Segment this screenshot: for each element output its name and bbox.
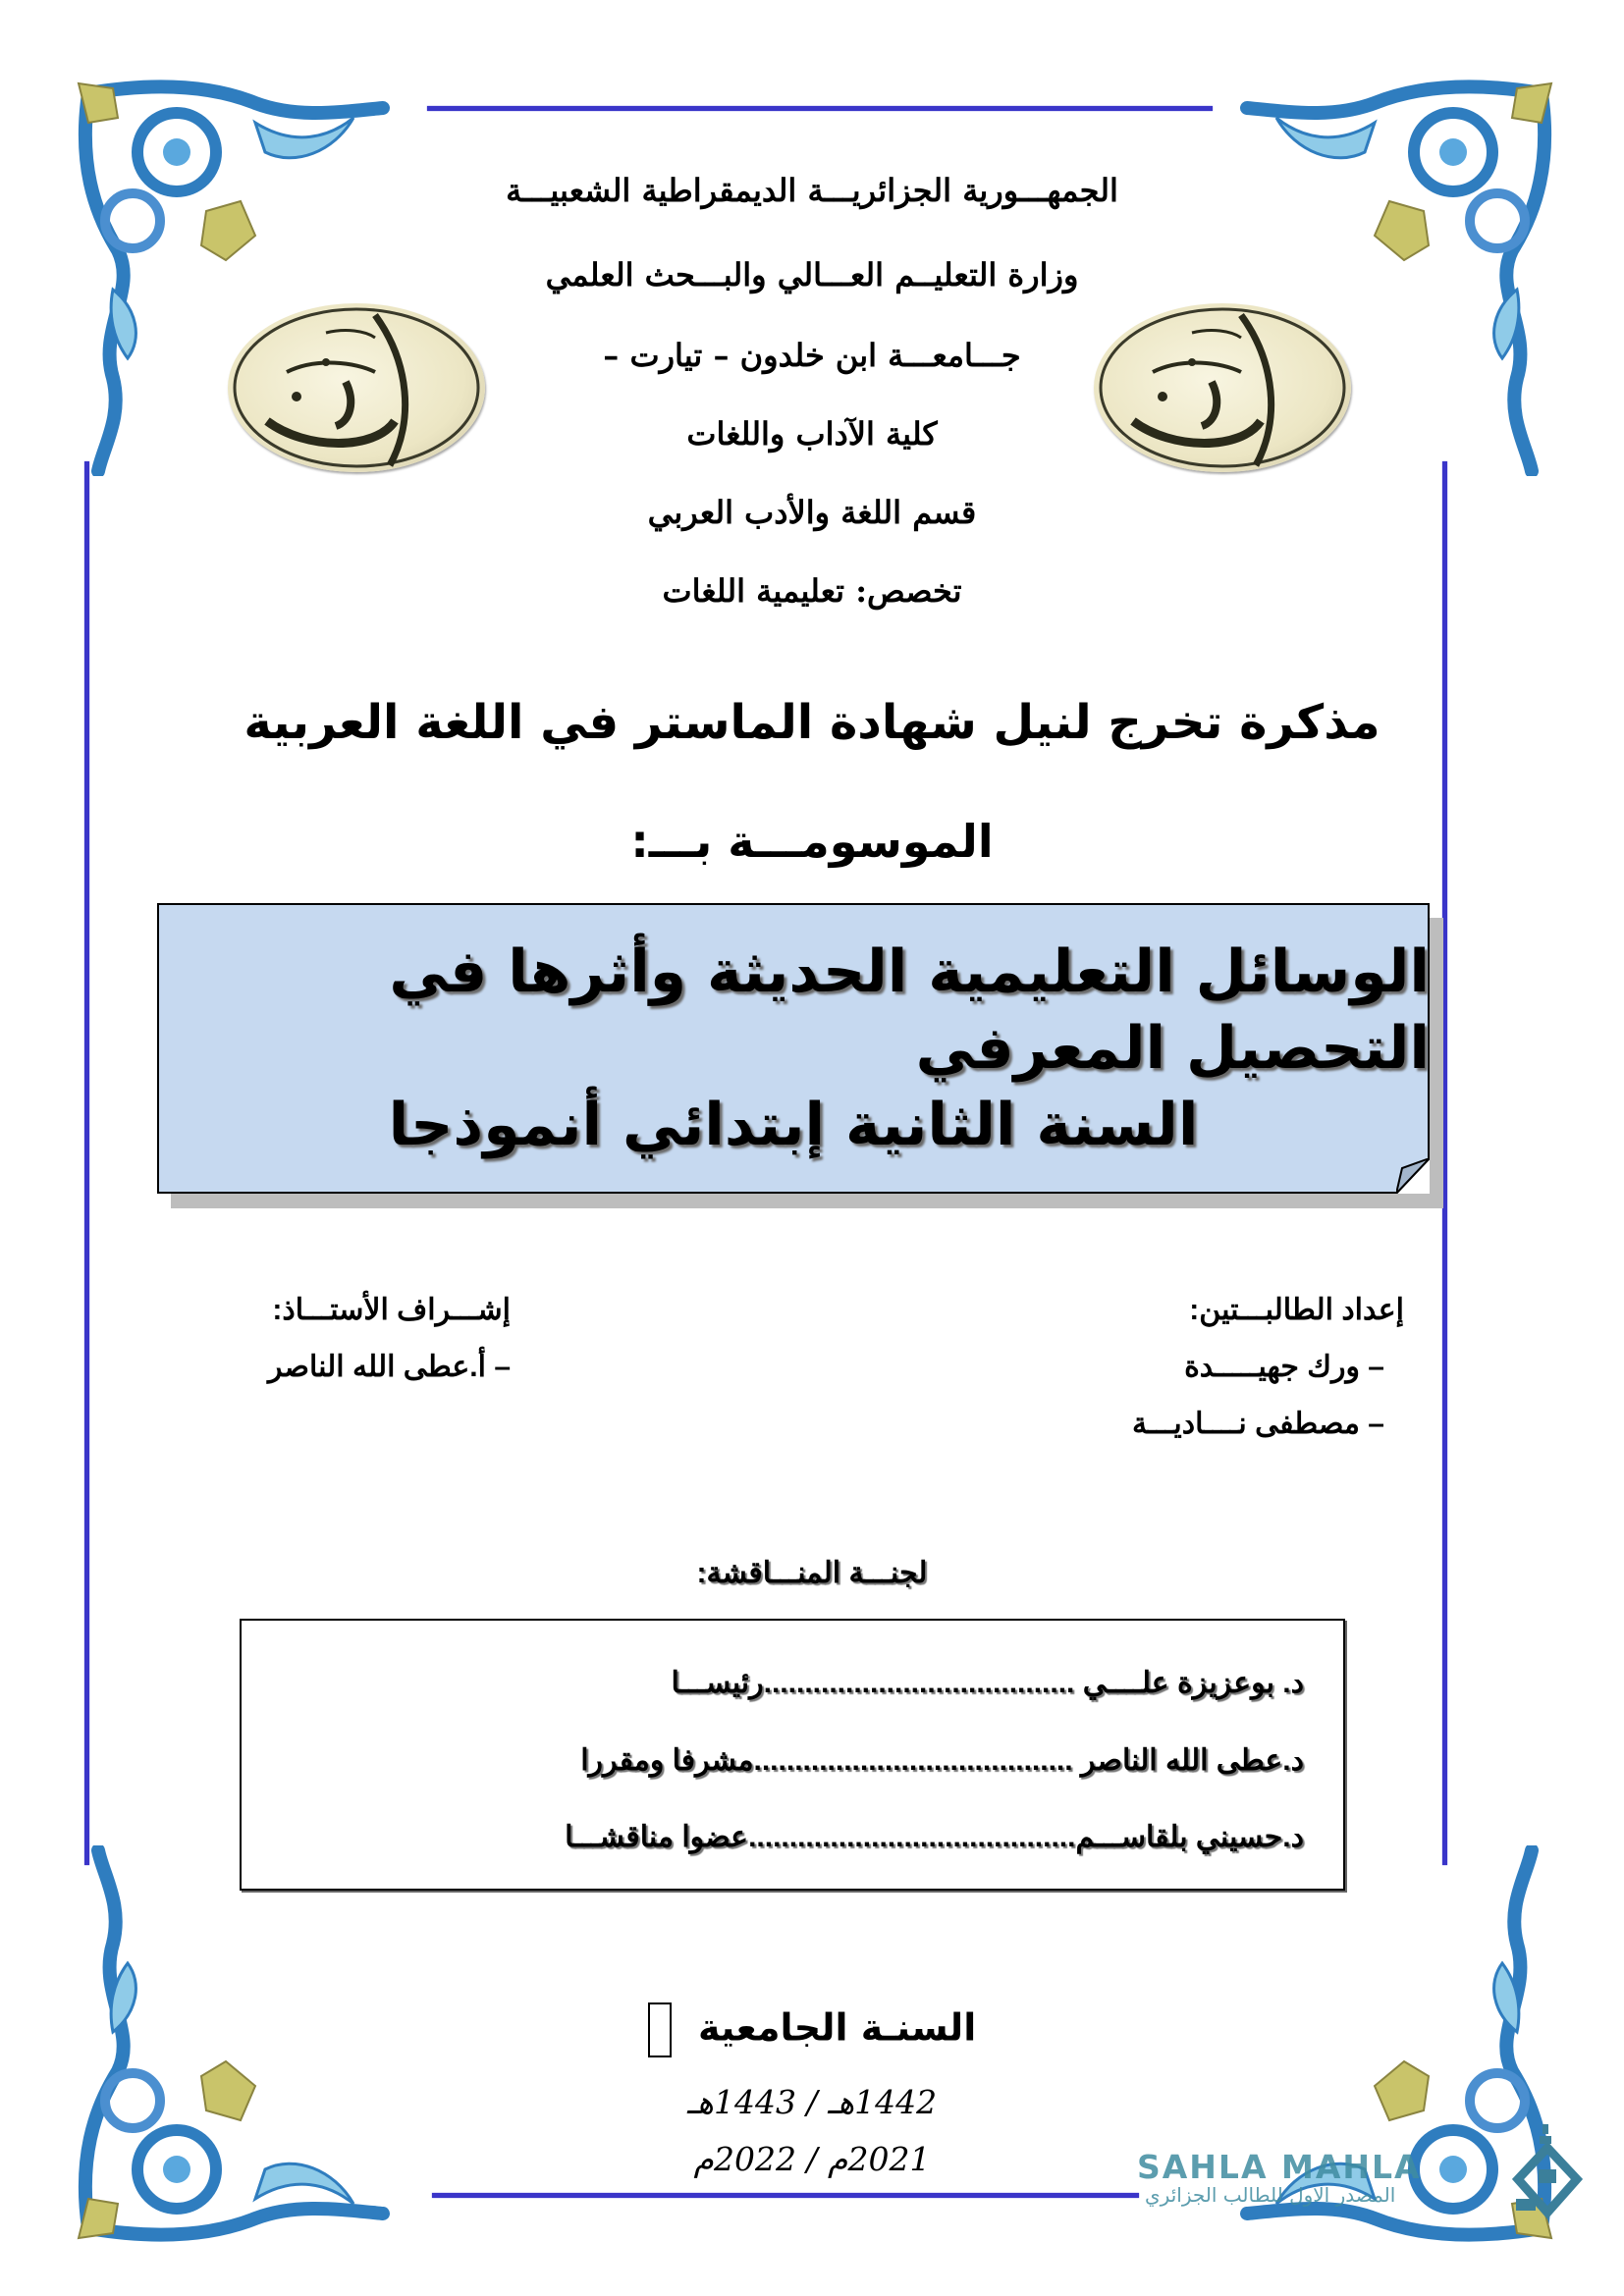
hijri-year: 1442هـ / 1443هـ	[686, 2083, 938, 2121]
specialty: تخصص: تعليمية اللغات	[662, 572, 962, 610]
member-dots: ......................................	[763, 1667, 1083, 1699]
member-role: مشرفا ومقررا	[580, 1744, 754, 1777]
supervisor-name: – أ.عطى الله الناصر	[267, 1351, 511, 1383]
member-dots: .......................................	[753, 1744, 1081, 1777]
frame-bottom-line	[432, 2193, 1139, 2198]
country-name: الجمهـــورية الجزائريـــة الديمقراطية الشعبيـــة	[506, 172, 1118, 209]
thesis-title-line-1: الوسائل التعليمية الحديثة وأثرها في التحصيل المعرفي	[389, 937, 1430, 1083]
supervisor-label: إشـــراف الأستـــاذ:	[272, 1294, 511, 1326]
committee-box	[240, 1619, 1345, 1891]
thesis-title-line-2: السنة الثانية إبتدائي أنموذجا	[388, 1091, 1199, 1159]
watermark	[1137, 2148, 1520, 2216]
department-name: قسم اللغة والأدب العربي	[647, 494, 977, 531]
committee-member	[565, 1820, 1304, 1854]
committee-member	[671, 1666, 1304, 1700]
frame-left-line	[84, 461, 89, 1865]
faculty-name: كلية الآداب واللغات	[686, 415, 938, 453]
member-name: د.حسيني بلقاســـم	[1075, 1821, 1304, 1853]
thesis-type: مذكرة تخرج لنيل شهادة الماستر في اللغة العربية	[244, 695, 1380, 750]
committee-member	[580, 1743, 1304, 1778]
thesis-title	[157, 903, 1430, 1194]
university-name: جـــامعـــة ابن خلدون – تيارت –	[603, 337, 1021, 374]
students-label: إعداد الطالبـــتين:	[1189, 1294, 1404, 1326]
students-block	[1041, 1296, 1404, 1467]
academic-year-label: السنـة الجامعية	[698, 2005, 977, 2050]
missing-glyph-icon	[648, 2002, 672, 2057]
student-name: – ورك جهيـــــدة	[1184, 1351, 1384, 1383]
gregorian-year: 2021م / 2022م	[693, 2140, 931, 2178]
member-name: د. بوعزيزة علــــي	[1082, 1667, 1304, 1699]
frame-top-line	[427, 106, 1213, 111]
watermark-arabic: المصدر الاول للطالب الجزائري	[1145, 2183, 1396, 2207]
titled-by-label: الموسومـــة بـــ:	[630, 815, 994, 868]
member-role: رئيســـا	[671, 1667, 764, 1699]
member-name: د.عطى الله الناصر	[1080, 1744, 1304, 1777]
watermark-logo-icon	[1512, 2122, 1583, 2220]
member-dots: ........................................	[748, 1821, 1076, 1853]
committee-title: لجنـــة المنـــاقشة:	[696, 1557, 928, 1589]
student-name: – مصطفى نــــاديـــة	[1131, 1408, 1384, 1440]
academic-year-heading	[0, 2002, 1624, 2057]
ministry-name: وزارة التعليــم العـــالي والبـــحث العلمي	[545, 256, 1079, 294]
supervisor-block	[196, 1296, 511, 1410]
watermark-latin: SAHLA MAHLA	[1137, 2148, 1422, 2186]
member-role: عضوا مناقشـــا	[565, 1821, 749, 1853]
